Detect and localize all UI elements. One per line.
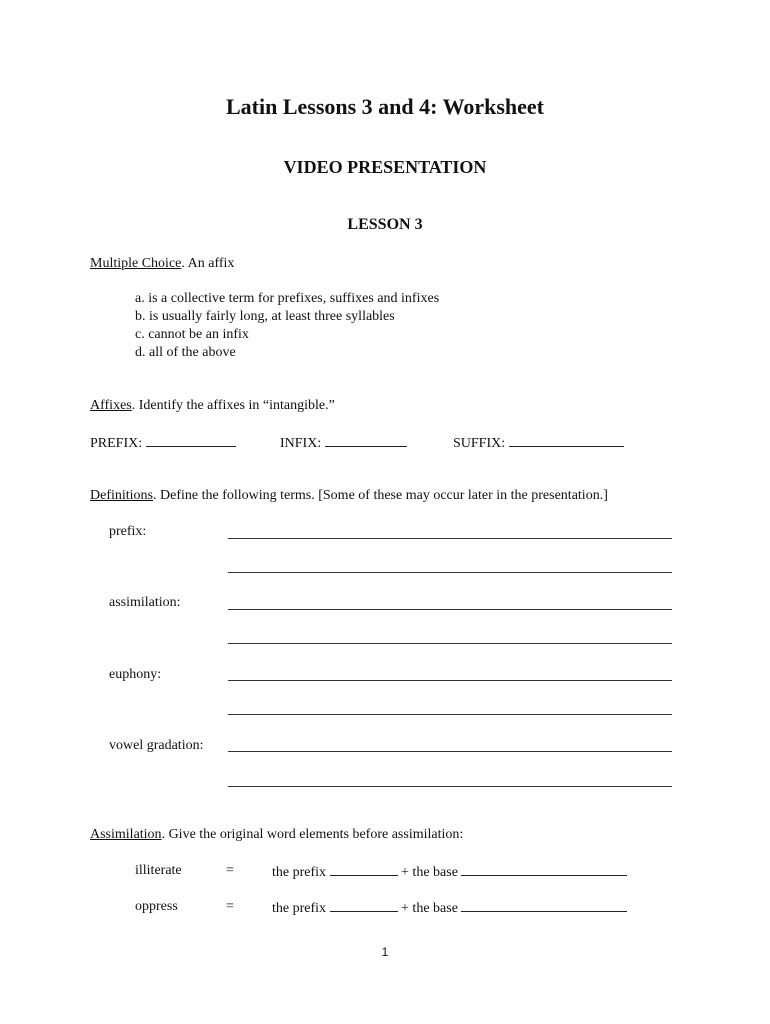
base-blank[interactable] [461, 862, 627, 876]
definition-line[interactable] [228, 609, 672, 610]
prefix-text: the prefix [272, 901, 327, 916]
prefix-text: the prefix [272, 865, 327, 880]
lesson-heading: LESSON 3 [347, 216, 423, 233]
definitions-prompt: . Define the following terms. [Some of these may occur later in the presentation.] [153, 488, 608, 503]
assimilation-answer-row [272, 862, 627, 882]
mc-option-b: b. is usually fairly long, at least three syllables [135, 309, 395, 324]
suffix-label: SUFFIX: [453, 436, 506, 451]
affixes-question [90, 397, 335, 415]
mc-prompt: . An affix [181, 256, 235, 271]
page-number: 1 [381, 945, 389, 959]
assimilation-word: oppress [135, 899, 178, 914]
definition-line[interactable] [228, 751, 672, 752]
mc-option-d: d. all of the above [135, 345, 236, 360]
term-euphony: euphony: [109, 667, 162, 682]
affixes-heading: Affixes [90, 398, 132, 413]
prefix-blank[interactable] [146, 433, 236, 447]
definition-line[interactable] [228, 643, 672, 644]
worksheet-title: Latin Lessons 3 and 4: Worksheet [225, 94, 545, 119]
assimilation-word: illiterate [135, 863, 182, 878]
equals-sign: = [226, 899, 234, 914]
mc-question [90, 255, 234, 273]
infix-blank[interactable] [325, 433, 407, 447]
suffix-blank[interactable] [509, 433, 624, 447]
assimilation-heading: Assimilation [90, 827, 162, 842]
assimilation-prompt: . Give the original word elements before assimilation: [161, 827, 464, 842]
prefix-blank[interactable] [330, 898, 398, 912]
suffix-answer [453, 433, 624, 453]
mc-option-c: c. cannot be an infix [135, 327, 249, 342]
base-blank[interactable] [461, 898, 627, 912]
assimilation-answer-row [272, 898, 627, 918]
prefix-blank[interactable] [330, 862, 398, 876]
base-text: + the base [401, 901, 458, 916]
mc-option-a: a. is a collective term for prefixes, suffixes and infixes [135, 291, 440, 306]
definitions-question [90, 487, 608, 505]
prefix-label: PREFIX: [90, 436, 143, 451]
infix-label: INFIX: [280, 436, 322, 451]
definition-line[interactable] [228, 786, 672, 787]
affixes-prompt: . Identify the affixes in “intangible.” [131, 398, 335, 413]
section-title: VIDEO PRESENTATION [283, 157, 487, 177]
infix-answer [280, 433, 407, 453]
prefix-answer [90, 433, 236, 453]
definition-line[interactable] [228, 680, 672, 681]
definition-line[interactable] [228, 538, 672, 539]
equals-sign: = [226, 863, 234, 878]
definition-line[interactable] [228, 572, 672, 573]
term-vowel-gradation: vowel gradation: [109, 738, 204, 753]
assimilation-question [90, 826, 463, 844]
definitions-heading: Definitions [90, 488, 153, 503]
term-prefix: prefix: [109, 524, 147, 539]
definition-line[interactable] [228, 714, 672, 715]
base-text: + the base [401, 865, 458, 880]
term-assimilation: assimilation: [109, 595, 181, 610]
mc-heading: Multiple Choice [90, 256, 182, 271]
